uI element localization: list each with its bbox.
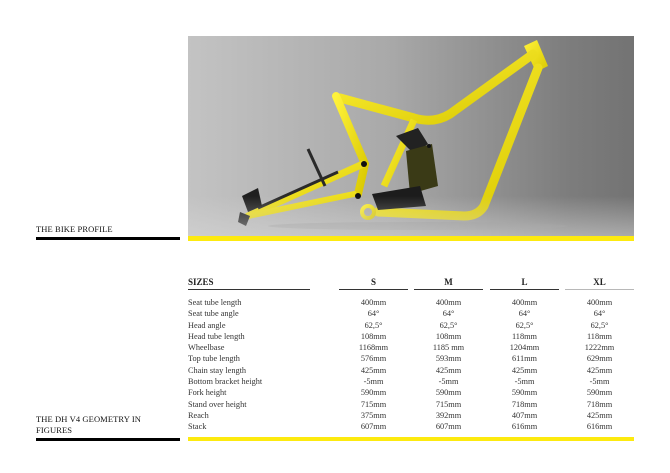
value-l: 616mm xyxy=(511,422,538,432)
row-label: Wheelbase xyxy=(188,343,225,353)
value-m: 715mm xyxy=(435,399,462,409)
table-yellow-underline xyxy=(188,437,634,441)
value-s: 715mm xyxy=(360,399,387,409)
value-m: 425mm xyxy=(435,365,462,375)
header-size-m xyxy=(414,277,483,289)
value-m: 1185 mm xyxy=(432,343,465,353)
value-xl: 400mm xyxy=(586,298,613,307)
value-s: -5mm xyxy=(363,377,384,387)
value-s: 64° xyxy=(367,309,380,319)
header-size-l-label: L xyxy=(521,277,528,287)
table-row xyxy=(188,365,634,376)
geometry-section-title xyxy=(36,414,141,436)
row-label: Seat tube angle xyxy=(188,309,239,319)
value-m: 64° xyxy=(442,309,455,319)
value-m: 108mm xyxy=(435,331,462,341)
value-xl: 629mm xyxy=(586,354,613,364)
value-xl: 425mm xyxy=(586,365,613,375)
table-row xyxy=(188,421,634,432)
value-xl: 616mm xyxy=(586,422,613,432)
table-row xyxy=(188,410,634,421)
value-l: 118mm xyxy=(511,331,538,341)
value-l: 611mm xyxy=(511,354,538,364)
table-row xyxy=(188,353,634,364)
value-s: 108mm xyxy=(360,331,387,341)
header-size-xl-label: XL xyxy=(593,277,606,287)
row-label: Head angle xyxy=(188,320,226,330)
row-label: Fork height xyxy=(188,388,227,398)
value-m: 607mm xyxy=(435,422,462,432)
value-l: 590mm xyxy=(511,388,538,398)
value-s: 400mm xyxy=(360,298,387,307)
bike-frame-illustration xyxy=(188,36,634,236)
row-label: Top tube length xyxy=(188,354,240,364)
row-label: Reach xyxy=(188,410,209,420)
value-m: 590mm xyxy=(435,388,462,398)
value-m: 62,5° xyxy=(439,320,458,330)
value-l: 407mm xyxy=(511,410,538,420)
row-label: Bottom bracket height xyxy=(188,377,263,387)
value-s: 425mm xyxy=(360,365,387,375)
table-row xyxy=(188,320,634,331)
value-s: 1168mm xyxy=(358,343,389,353)
geometry-table xyxy=(188,277,634,432)
row-label: Chain stay length xyxy=(188,365,247,375)
value-xl: 62,5° xyxy=(590,320,609,330)
profile-black-bar xyxy=(36,237,180,240)
header-sizes-label: SIZES xyxy=(188,277,214,287)
value-m: 392mm xyxy=(435,410,462,420)
table-row xyxy=(188,387,634,398)
value-s: 375mm xyxy=(360,410,387,420)
value-s: 576mm xyxy=(360,354,387,364)
value-l: 400mm xyxy=(511,298,538,307)
value-l: 62,5° xyxy=(515,320,534,330)
value-s: 590mm xyxy=(360,388,387,398)
header-size-m-label: M xyxy=(444,277,453,287)
value-xl: 118mm xyxy=(586,331,613,341)
table-row xyxy=(188,399,634,410)
table-row xyxy=(188,342,634,353)
header-size-s-label: S xyxy=(370,277,376,287)
hero-yellow-underline xyxy=(188,236,634,241)
row-label: Stand over height xyxy=(188,399,247,409)
geometry-title-line2: FIGURES xyxy=(36,425,73,435)
value-m: -5mm xyxy=(438,377,459,387)
value-l: -5mm xyxy=(514,377,535,387)
value-xl: 64° xyxy=(593,309,606,319)
row-label: Seat tube length xyxy=(188,298,242,307)
value-m: 593mm xyxy=(435,354,462,364)
value-xl: 1222mm xyxy=(584,343,615,353)
table-body xyxy=(188,297,634,433)
table-row xyxy=(188,308,634,319)
table-row xyxy=(188,297,634,308)
profile-section-title: THE BIKE PROFILE xyxy=(36,224,113,234)
value-m: 400mm xyxy=(435,298,462,307)
header-size-xl xyxy=(565,277,634,289)
row-label: Stack xyxy=(188,422,207,432)
value-xl: -5mm xyxy=(589,377,610,387)
value-xl: 718mm xyxy=(586,399,613,409)
value-l: 1204mm xyxy=(509,343,540,353)
value-l: 718mm xyxy=(511,399,538,409)
value-l: 64° xyxy=(518,309,531,319)
bike-frame-image xyxy=(188,36,634,236)
header-size-l xyxy=(490,277,559,289)
value-l: 425mm xyxy=(511,365,538,375)
row-label: Head tube length xyxy=(188,331,245,341)
geometry-title-line1: THE DH V4 GEOMETRY IN xyxy=(36,414,142,424)
header-sizes xyxy=(188,277,310,289)
value-xl: 590mm xyxy=(586,388,613,398)
value-s: 62,5° xyxy=(364,320,383,330)
geometry-black-bar xyxy=(36,438,180,441)
table-row xyxy=(188,331,634,342)
table-header-row xyxy=(188,277,634,291)
header-size-s xyxy=(339,277,408,289)
value-s: 607mm xyxy=(360,422,387,432)
value-xl: 425mm xyxy=(586,410,613,420)
table-row xyxy=(188,376,634,387)
